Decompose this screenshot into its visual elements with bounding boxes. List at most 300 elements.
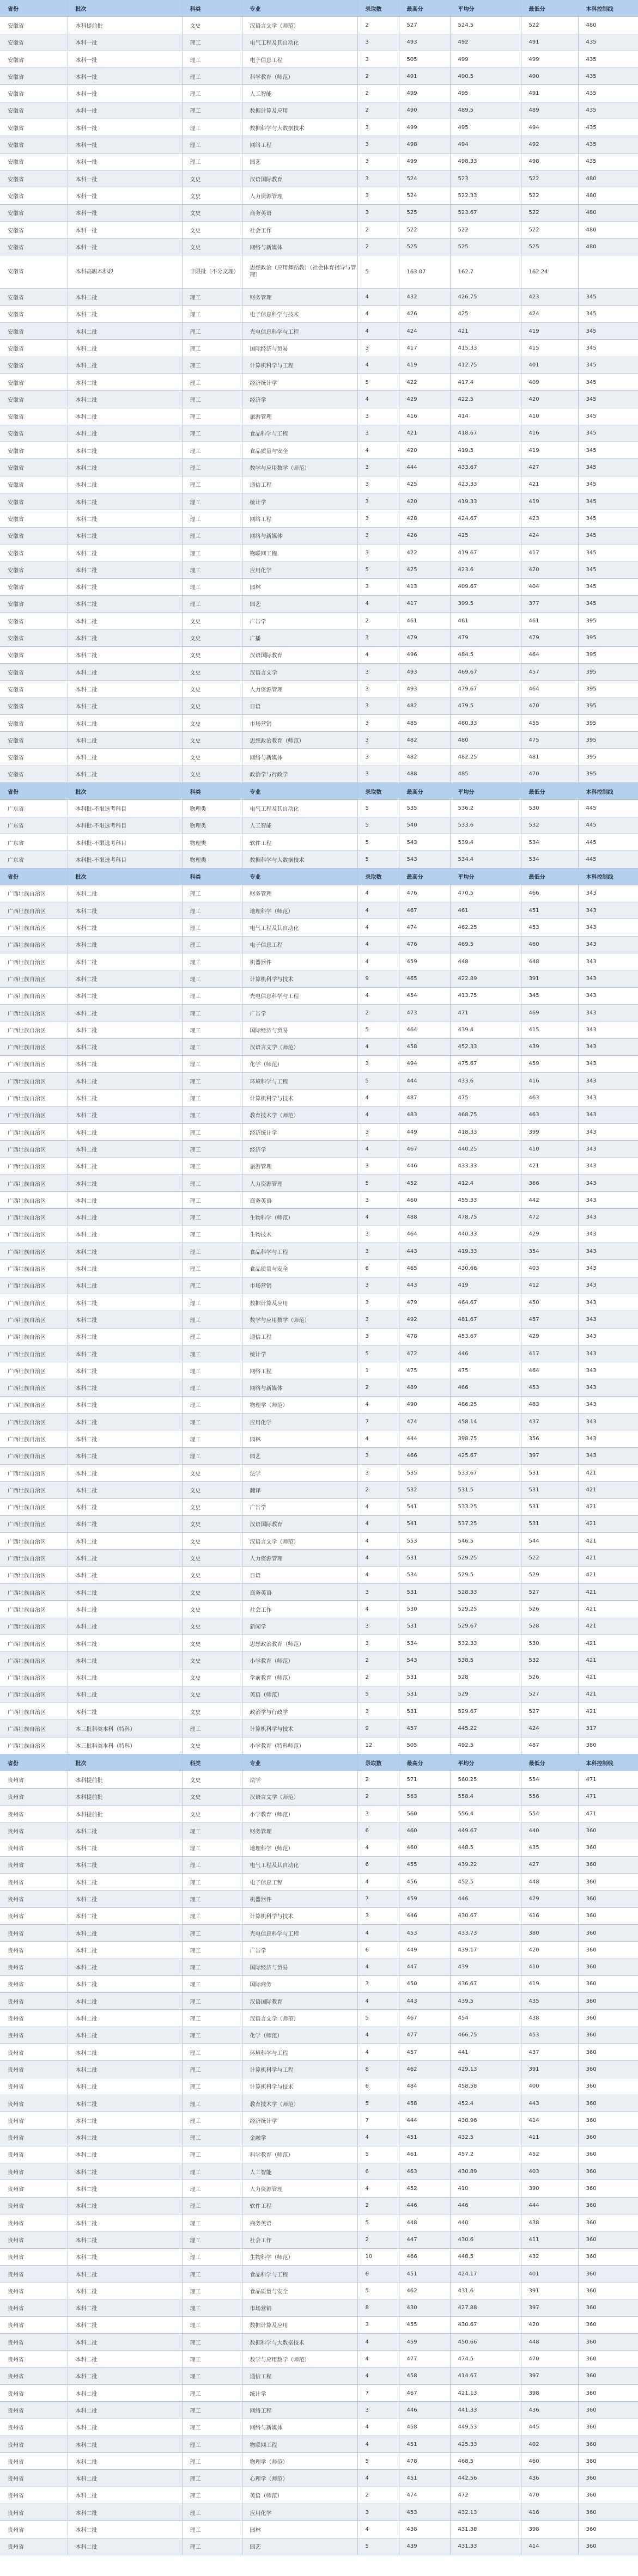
admitted-count-cell: 3 [357, 1975, 399, 1992]
column-header: 本科控制线 [578, 0, 638, 17]
table-row [0, 2265, 638, 2282]
max-score-cell: 484 [399, 2078, 450, 2095]
min-score-cell: 528 [521, 1618, 578, 1635]
province-cell: 广西壮族自治区 [0, 1652, 68, 1669]
major-cell: 财务管理 [242, 1822, 357, 1839]
table-row [0, 1856, 638, 1873]
major-cell: 小学教育（师范） [242, 1652, 357, 1669]
avg-score-cell: 432.5 [450, 2129, 521, 2146]
table-row [0, 323, 638, 340]
admitted-count-cell: 3 [357, 51, 399, 68]
category-cell: 理工 [182, 1311, 242, 1328]
admitted-count-cell: 4 [357, 1993, 399, 2010]
min-score-cell: 390 [521, 2180, 578, 2197]
control-line-cell: 343 [578, 953, 638, 970]
control-line-cell: 445 [578, 817, 638, 834]
avg-score-cell: 429.13 [450, 2061, 521, 2078]
admitted-count-cell: 3 [357, 408, 399, 425]
category-cell: 理工 [182, 34, 242, 51]
category-cell: 理工 [182, 2231, 242, 2248]
avg-score-cell: 446 [450, 1345, 521, 1362]
category-cell: 理工 [182, 2521, 242, 2538]
table-row [0, 1720, 638, 1737]
category-cell: 文史 [182, 1686, 242, 1703]
min-score-cell: 420 [521, 561, 578, 578]
control-line-cell: 421 [578, 1601, 638, 1618]
batch-cell: 本科二批 [68, 1158, 182, 1174]
min-score-cell: 391 [521, 2061, 578, 2078]
table-row [0, 136, 638, 153]
min-score-cell: 457 [521, 663, 578, 680]
major-cell: 新闻学 [242, 1618, 357, 1635]
major-cell: 广告学 [242, 613, 357, 629]
min-score-cell: 414 [521, 2538, 578, 2555]
major-cell: 通信工程 [242, 476, 357, 493]
category-cell: 理工 [182, 2538, 242, 2555]
table-row [0, 1788, 638, 1805]
min-score-cell: 437 [521, 2044, 578, 2061]
major-cell: 广播 [242, 629, 357, 646]
control-line-cell: 421 [578, 1686, 638, 1703]
admitted-count-cell: 4 [357, 1959, 399, 1975]
avg-score-cell: 424.17 [450, 2265, 521, 2282]
max-score-cell: 524 [399, 170, 450, 187]
category-cell: 理工 [182, 1073, 242, 1090]
category-cell: 理工 [182, 1277, 242, 1294]
avg-score-cell: 490.5 [450, 68, 521, 85]
min-score-cell: 391 [521, 2283, 578, 2299]
major-cell: 社会工作 [242, 221, 357, 238]
batch-cell: 本科二批 [68, 1038, 182, 1055]
admitted-count-cell: 4 [357, 1038, 399, 1055]
table-row [0, 629, 638, 646]
admitted-count-cell: 6 [357, 1822, 399, 1839]
control-line-cell: 380 [578, 1737, 638, 1754]
batch-cell: 本科二批 [68, 1192, 182, 1209]
province-cell: 安徽省 [0, 340, 68, 357]
avg-score-cell: 425.67 [450, 1447, 521, 1464]
batch-cell: 本科二批 [68, 1430, 182, 1447]
avg-score-cell: 464.67 [450, 1294, 521, 1311]
table-row [0, 2402, 638, 2419]
major-cell: 法学 [242, 1771, 357, 1788]
min-score-cell: 419 [521, 323, 578, 340]
admitted-count-cell: 3 [357, 2316, 399, 2333]
category-cell: 理工 [182, 561, 242, 578]
admitted-count-cell: 4 [357, 953, 399, 970]
major-cell: 经济统计学 [242, 2112, 357, 2129]
max-score-cell: 447 [399, 1959, 450, 1975]
control-line-cell: 343 [578, 1158, 638, 1174]
batch-cell: 本科二批 [68, 1482, 182, 1498]
control-line-cell: 360 [578, 2504, 638, 2521]
major-cell: 汉语言文学（师范） [242, 1038, 357, 1055]
min-score-cell: 427 [521, 459, 578, 476]
min-score-cell: 440 [521, 1822, 578, 1839]
control-line-cell: 360 [578, 2334, 638, 2351]
admitted-count-cell: 3 [357, 204, 399, 221]
min-score-cell: 534 [521, 834, 578, 850]
category-cell: 文史 [182, 1533, 242, 1550]
province-cell: 贵州省 [0, 2061, 68, 2078]
major-cell: 人力资源管理 [242, 681, 357, 697]
min-score-cell: 416 [521, 425, 578, 442]
table-row [0, 476, 638, 493]
major-cell: 计算机科学与技术 [242, 1090, 357, 1106]
table-row [0, 2078, 638, 2095]
min-score-cell: 410 [521, 408, 578, 425]
province-cell: 贵州省 [0, 2402, 68, 2419]
admitted-count-cell: 3 [357, 510, 399, 527]
admitted-count-cell: 4 [357, 936, 399, 953]
control-line-cell: 395 [578, 766, 638, 782]
batch-cell: 本科一批 [68, 204, 182, 221]
category-cell: 文史 [182, 238, 242, 255]
category-cell: 理工 [182, 1260, 242, 1277]
batch-cell: 本科二批 [68, 1226, 182, 1243]
table-row [0, 2214, 638, 2231]
province-cell: 广西壮族自治区 [0, 885, 68, 902]
table-row [0, 289, 638, 305]
province-cell: 安徽省 [0, 493, 68, 510]
max-score-cell: 461 [399, 613, 450, 629]
major-cell: 环境科学与工程 [242, 1073, 357, 1090]
major-cell: 生物科学（师范） [242, 2248, 357, 2265]
batch-cell: 本科二批 [68, 2384, 182, 2401]
major-cell: 教育技术学（师范） [242, 1106, 357, 1123]
province-cell: 广西壮族自治区 [0, 1192, 68, 1209]
table-row [0, 2248, 638, 2265]
column-header: 最高分 [399, 0, 450, 17]
admitted-count-cell: 7 [357, 2384, 399, 2401]
avg-score-cell: 412.75 [450, 357, 521, 374]
avg-score-cell: 475 [450, 1090, 521, 1106]
column-header: 专业 [242, 783, 357, 800]
min-score-cell: 448 [521, 2334, 578, 2351]
avg-score-cell: 529.67 [450, 1618, 521, 1635]
max-score-cell: 472 [399, 1345, 450, 1362]
admitted-count-cell: 2 [357, 2231, 399, 2248]
admitted-count-cell: 4 [357, 2027, 399, 2043]
max-score-cell: 428 [399, 510, 450, 527]
max-score-cell: 456 [399, 1874, 450, 1890]
category-cell: 文史 [182, 646, 242, 663]
table-row [0, 2283, 638, 2299]
table-row [0, 34, 638, 51]
header-row [0, 868, 638, 885]
province-cell: 广西壮族自治区 [0, 1038, 68, 1055]
avg-score-cell: 532.33 [450, 1635, 521, 1651]
major-cell: 化学（师范） [242, 2027, 357, 2043]
category-cell: 文史 [182, 170, 242, 187]
admitted-count-cell: 5 [357, 2010, 399, 2027]
category-cell: 理工 [182, 1141, 242, 1158]
batch-cell: 本科二批 [68, 1550, 182, 1567]
max-score-cell: 467 [399, 2384, 450, 2401]
control-line-cell: 435 [578, 34, 638, 51]
min-score-cell: 531 [521, 1498, 578, 1515]
category-cell: 理工 [182, 340, 242, 357]
admitted-count-cell: 2 [357, 1788, 399, 1805]
province-cell: 贵州省 [0, 2436, 68, 2452]
category-cell: 文史 [182, 1601, 242, 1618]
max-score-cell: 525 [399, 238, 450, 255]
category-cell: 理工 [182, 2384, 242, 2401]
province-cell: 广西壮族自治区 [0, 1720, 68, 1737]
province-cell: 广西壮族自治区 [0, 1243, 68, 1260]
max-score-cell: 531 [399, 1703, 450, 1720]
batch-cell: 本科二批 [68, 1856, 182, 1873]
avg-score-cell: 448 [450, 953, 521, 970]
min-score-cell: 463 [521, 1106, 578, 1123]
column-header: 最低分 [521, 783, 578, 800]
max-score-cell: 458 [399, 2095, 450, 2112]
min-score-cell: 457 [521, 1311, 578, 1328]
column-header: 科类 [182, 1754, 242, 1771]
table-row [0, 2419, 638, 2436]
admitted-count-cell: 5 [357, 2538, 399, 2555]
control-line-cell: 343 [578, 1414, 638, 1430]
batch-cell: 本科二批 [68, 2010, 182, 2027]
control-line-cell: 345 [578, 408, 638, 425]
batch-cell: 本科二批 [68, 1907, 182, 1924]
province-cell: 安徽省 [0, 476, 68, 493]
province-cell: 安徽省 [0, 408, 68, 425]
max-score-cell: 444 [399, 1073, 450, 1090]
max-score-cell: 482 [399, 732, 450, 749]
table-row [0, 2487, 638, 2504]
major-cell: 政治学与行政学 [242, 766, 357, 782]
major-cell: 电气工程及其自动化 [242, 800, 357, 817]
max-score-cell: 505 [399, 1737, 450, 1754]
min-score-cell: 556 [521, 1788, 578, 1805]
batch-cell: 本科二批 [68, 1396, 182, 1413]
province-cell: 安徽省 [0, 170, 68, 187]
province-cell: 广西壮族自治区 [0, 1498, 68, 1515]
max-score-cell: 446 [399, 1907, 450, 1924]
max-score-cell: 464 [399, 1021, 450, 1038]
column-header: 专业 [242, 868, 357, 885]
category-cell: 理工 [182, 1839, 242, 1856]
major-cell: 数据科学与大数据技术 [242, 2334, 357, 2351]
category-cell: 理工 [182, 2453, 242, 2470]
max-score-cell: 478 [399, 2453, 450, 2470]
admitted-count-cell: 4 [357, 305, 399, 322]
province-cell: 安徽省 [0, 442, 68, 459]
category-cell: 理工 [182, 2316, 242, 2333]
major-cell: 电子信息工程 [242, 51, 357, 68]
avg-score-cell: 433.73 [450, 1924, 521, 1941]
table-row [0, 919, 638, 936]
control-line-cell: 345 [578, 595, 638, 612]
min-score-cell: 417 [521, 1345, 578, 1362]
batch-cell: 本科高职本科段 [68, 255, 182, 289]
province-cell: 安徽省 [0, 85, 68, 102]
avg-score-cell: 523 [450, 170, 521, 187]
admitted-count-cell: 5 [357, 817, 399, 834]
table-row [0, 1192, 638, 1209]
major-cell: 汉语国际教育 [242, 1515, 357, 1532]
category-cell: 文史 [182, 732, 242, 749]
category-cell: 理工 [182, 1362, 242, 1379]
table-row [0, 1993, 638, 2010]
column-header: 最低分 [521, 0, 578, 17]
province-cell: 安徽省 [0, 766, 68, 782]
min-score-cell: 442 [521, 1192, 578, 1209]
min-score-cell: 421 [521, 476, 578, 493]
min-score-cell: 491 [521, 85, 578, 102]
max-score-cell: 490 [399, 1396, 450, 1413]
table-row [0, 187, 638, 204]
major-cell: 物联网工程 [242, 2436, 357, 2452]
avg-score-cell: 432.13 [450, 2504, 521, 2521]
province-cell: 广西壮族自治区 [0, 1618, 68, 1635]
control-line-cell: 360 [578, 2265, 638, 2282]
control-line-cell: 360 [578, 1975, 638, 1992]
major-cell: 电子信息工程 [242, 1874, 357, 1890]
province-cell: 贵州省 [0, 1856, 68, 1873]
category-cell: 理工 [182, 510, 242, 527]
avg-score-cell: 448.5 [450, 2248, 521, 2265]
category-cell: 理工 [182, 2299, 242, 2316]
table-row [0, 1158, 638, 1174]
avg-score-cell: 423.6 [450, 561, 521, 578]
batch-cell: 本科二批 [68, 305, 182, 322]
control-line-cell: 343 [578, 902, 638, 919]
admitted-count-cell: 2 [357, 1004, 399, 1021]
major-cell: 经济学 [242, 1141, 357, 1158]
category-cell: 理工 [182, 289, 242, 305]
avg-score-cell: 560.25 [450, 1771, 521, 1788]
admitted-count-cell: 4 [357, 357, 399, 374]
control-line-cell: 360 [578, 2487, 638, 2504]
admitted-count-cell: 4 [357, 2180, 399, 2197]
major-cell: 旅游管理 [242, 408, 357, 425]
province-cell: 贵州省 [0, 2521, 68, 2538]
avg-score-cell: 538.5 [450, 1652, 521, 1669]
category-cell: 理工 [182, 323, 242, 340]
min-score-cell: 492 [521, 136, 578, 153]
batch-cell: 本科批-不限选考科目 [68, 800, 182, 817]
min-score-cell: 444 [521, 2197, 578, 2214]
batch-cell: 本科一批 [68, 119, 182, 136]
max-score-cell: 477 [399, 2027, 450, 2043]
min-score-cell: 522 [521, 187, 578, 204]
batch-cell: 本科二批 [68, 681, 182, 697]
min-score-cell: 436 [521, 2402, 578, 2419]
max-score-cell: 443 [399, 1277, 450, 1294]
min-score-cell: 421 [521, 1158, 578, 1174]
admitted-count-cell: 3 [357, 1907, 399, 1924]
admitted-count-cell: 4 [357, 2521, 399, 2538]
control-line-cell: 360 [578, 2112, 638, 2129]
max-score-cell: 541 [399, 1515, 450, 1532]
table-row [0, 1771, 638, 1788]
category-cell: 理工 [182, 936, 242, 953]
avg-score-cell: 162.7 [450, 255, 521, 289]
major-cell: 网络工程 [242, 510, 357, 527]
max-score-cell: 531 [399, 1669, 450, 1686]
category-cell: 理工 [182, 2265, 242, 2282]
table-row [0, 2231, 638, 2248]
admitted-count-cell: 4 [357, 2334, 399, 2351]
max-score-cell: 531 [399, 1550, 450, 1567]
min-score-cell: 400 [521, 2078, 578, 2095]
major-cell: 地理科学（师范） [242, 1839, 357, 1856]
column-header: 最高分 [399, 1754, 450, 1771]
control-line-cell: 343 [578, 1277, 638, 1294]
major-cell: 食品科学与工程 [242, 425, 357, 442]
batch-cell: 本三批科类本科（特科） [68, 1720, 182, 1737]
max-score-cell: 451 [399, 2470, 450, 2487]
avg-score-cell: 452.33 [450, 1038, 521, 1055]
avg-score-cell: 421.13 [450, 2384, 521, 2401]
control-line-cell: 343 [578, 1294, 638, 1311]
min-score-cell: 437 [521, 1414, 578, 1430]
province-cell: 安徽省 [0, 646, 68, 663]
batch-cell: 本科二批 [68, 2334, 182, 2351]
avg-score-cell: 546.5 [450, 1533, 521, 1550]
max-score-cell: 543 [399, 1652, 450, 1669]
province-cell: 广西壮族自治区 [0, 1447, 68, 1464]
major-cell: 人工智能 [242, 817, 357, 834]
avg-score-cell: 468.75 [450, 1106, 521, 1123]
major-cell: 电子信息科学与技术 [242, 305, 357, 322]
min-score-cell: 345 [521, 987, 578, 1004]
batch-cell: 本科二批 [68, 1209, 182, 1226]
admitted-count-cell: 5 [357, 255, 399, 289]
table-row [0, 2010, 638, 2027]
category-cell: 理工 [182, 1396, 242, 1413]
category-cell: 理工 [182, 919, 242, 936]
admitted-count-cell: 5 [357, 2214, 399, 2231]
control-line-cell: 360 [578, 2214, 638, 2231]
category-cell: 理工 [182, 1090, 242, 1106]
major-cell: 数学与应用数学（师范） [242, 1311, 357, 1328]
table-row [0, 119, 638, 136]
table-row [0, 1533, 638, 1550]
table-row [0, 1021, 638, 1038]
province-cell: 安徽省 [0, 119, 68, 136]
major-cell: 数学与应用数学（师范） [242, 2351, 357, 2367]
min-score-cell: 479 [521, 629, 578, 646]
table-row [0, 1414, 638, 1430]
admitted-count-cell: 3 [357, 681, 399, 697]
batch-cell: 本科二批 [68, 357, 182, 374]
admitted-count-cell: 2 [357, 17, 399, 34]
major-cell: 国际商务 [242, 1975, 357, 1992]
table-row [0, 1515, 638, 1532]
min-score-cell: 527 [521, 1703, 578, 1720]
control-line-cell: 343 [578, 1073, 638, 1090]
min-score-cell: 356 [521, 1430, 578, 1447]
control-line-cell: 343 [578, 1141, 638, 1158]
province-cell: 贵州省 [0, 1993, 68, 2010]
category-cell: 理工 [182, 1414, 242, 1430]
table-row [0, 1396, 638, 1413]
category-cell: 理工 [182, 1004, 242, 1021]
province-cell: 广西壮族自治区 [0, 902, 68, 919]
batch-cell: 本科二批 [68, 2402, 182, 2419]
province-cell: 贵州省 [0, 1822, 68, 1839]
category-cell: 理工 [182, 391, 242, 408]
province-cell: 贵州省 [0, 2487, 68, 2504]
table-row [0, 732, 638, 749]
column-header: 录取数 [357, 868, 399, 885]
min-score-cell: 415 [521, 340, 578, 357]
batch-cell: 本科二批 [68, 1073, 182, 1090]
max-score-cell: 475 [399, 1362, 450, 1379]
